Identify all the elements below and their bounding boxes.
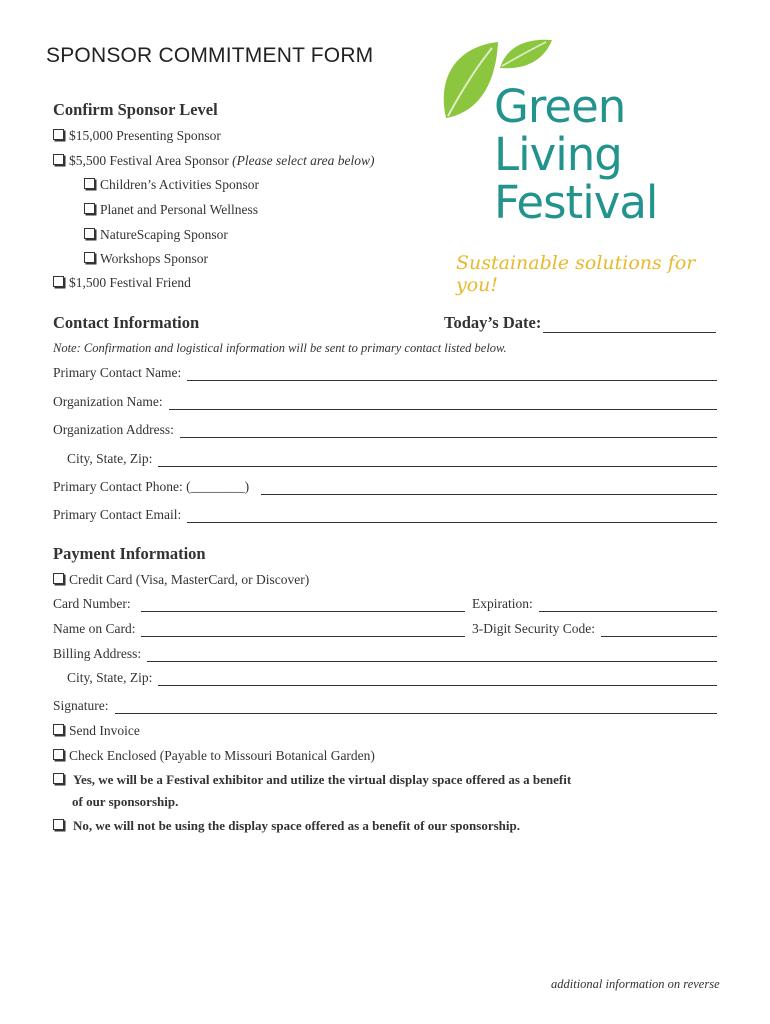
todays-date-field[interactable]: Today’s Date: xyxy=(444,313,716,333)
checkbox[interactable] xyxy=(84,203,95,214)
sponsor-level-heading: Confirm Sponsor Level xyxy=(53,100,218,119)
billing-city-state-zip-field[interactable]: City, State, Zip: xyxy=(67,670,717,686)
area-wellness[interactable]: Planet and Personal Wellness xyxy=(84,202,258,218)
checkbox[interactable] xyxy=(53,773,64,784)
option-send-invoice[interactable]: Send Invoice xyxy=(53,723,140,739)
option-exhibitor-yes[interactable]: Yes, we will be a Festival exhibitor and utilize the virtual display space offered as a benefit xyxy=(53,772,571,788)
checkbox[interactable] xyxy=(53,129,64,140)
checkbox[interactable] xyxy=(84,252,95,263)
organization-name-field[interactable]: Organization Name: xyxy=(53,394,717,410)
checkbox[interactable] xyxy=(53,819,64,830)
option-credit-card[interactable]: Credit Card (Visa, MasterCard, or Discover) xyxy=(53,572,309,588)
footer-note: additional information on reverse xyxy=(551,977,720,991)
primary-contact-name-field[interactable]: Primary Contact Name: xyxy=(53,365,717,381)
contact-note: Note: Confirmation and logistical information will be sent to primary contact listed below. xyxy=(53,341,507,355)
name-on-card-field[interactable]: Name on Card: xyxy=(53,621,465,637)
option-check-enclosed[interactable]: Check Enclosed (Payable to Missouri Botanical Garden) xyxy=(53,748,375,764)
option-exhibitor-no[interactable]: No, we will not be using the display space offered as a benefit of our sponsorship. xyxy=(53,818,520,834)
expiration-field[interactable]: Expiration: xyxy=(472,596,717,612)
checkbox[interactable] xyxy=(84,178,95,189)
logo-tagline: Sustainable solutions for you! xyxy=(456,252,696,296)
security-code-field[interactable]: 3-Digit Security Code: xyxy=(472,621,717,637)
logo-green: Green xyxy=(494,80,626,133)
signature-field[interactable]: Signature: xyxy=(53,698,717,714)
logo-living: Living xyxy=(494,128,622,181)
page-title: SPONSOR COMMITMENT FORM xyxy=(46,44,374,67)
payment-heading: Payment Information xyxy=(53,544,206,563)
area-naturescaping[interactable]: NatureScaping Sponsor xyxy=(84,227,228,243)
city-state-zip-field[interactable]: City, State, Zip: xyxy=(67,451,717,467)
contact-heading: Contact Information xyxy=(53,313,200,332)
checkbox[interactable] xyxy=(53,573,64,584)
checkbox[interactable] xyxy=(53,276,64,287)
checkbox[interactable] xyxy=(53,749,64,760)
checkbox[interactable] xyxy=(53,154,64,165)
organization-address-field[interactable]: Organization Address: xyxy=(53,422,717,438)
checkbox[interactable] xyxy=(84,228,95,239)
card-number-field[interactable]: Card Number: xyxy=(53,596,465,612)
checkbox[interactable] xyxy=(53,724,64,735)
option-exhibitor-yes-cont: of our sponsorship. xyxy=(72,794,179,809)
billing-address-field[interactable]: Billing Address: xyxy=(53,646,717,662)
date-line[interactable] xyxy=(543,318,716,333)
area-childrens[interactable]: Children’s Activities Sponsor xyxy=(84,177,259,193)
primary-contact-email-field[interactable]: Primary Contact Email: xyxy=(53,507,717,523)
option-friend[interactable]: $1,500 Festival Friend xyxy=(53,275,191,291)
logo-festival: Festival xyxy=(494,176,658,229)
option-festival-area[interactable]: $5,500 Festival Area Sponsor (Please select area below) xyxy=(53,153,374,169)
option-presenting[interactable]: $15,000 Presenting Sponsor xyxy=(53,128,221,144)
area-workshops[interactable]: Workshops Sponsor xyxy=(84,251,208,267)
primary-contact-phone-field[interactable]: Primary Contact Phone: (________) xyxy=(53,479,717,495)
festival-logo xyxy=(436,34,726,294)
